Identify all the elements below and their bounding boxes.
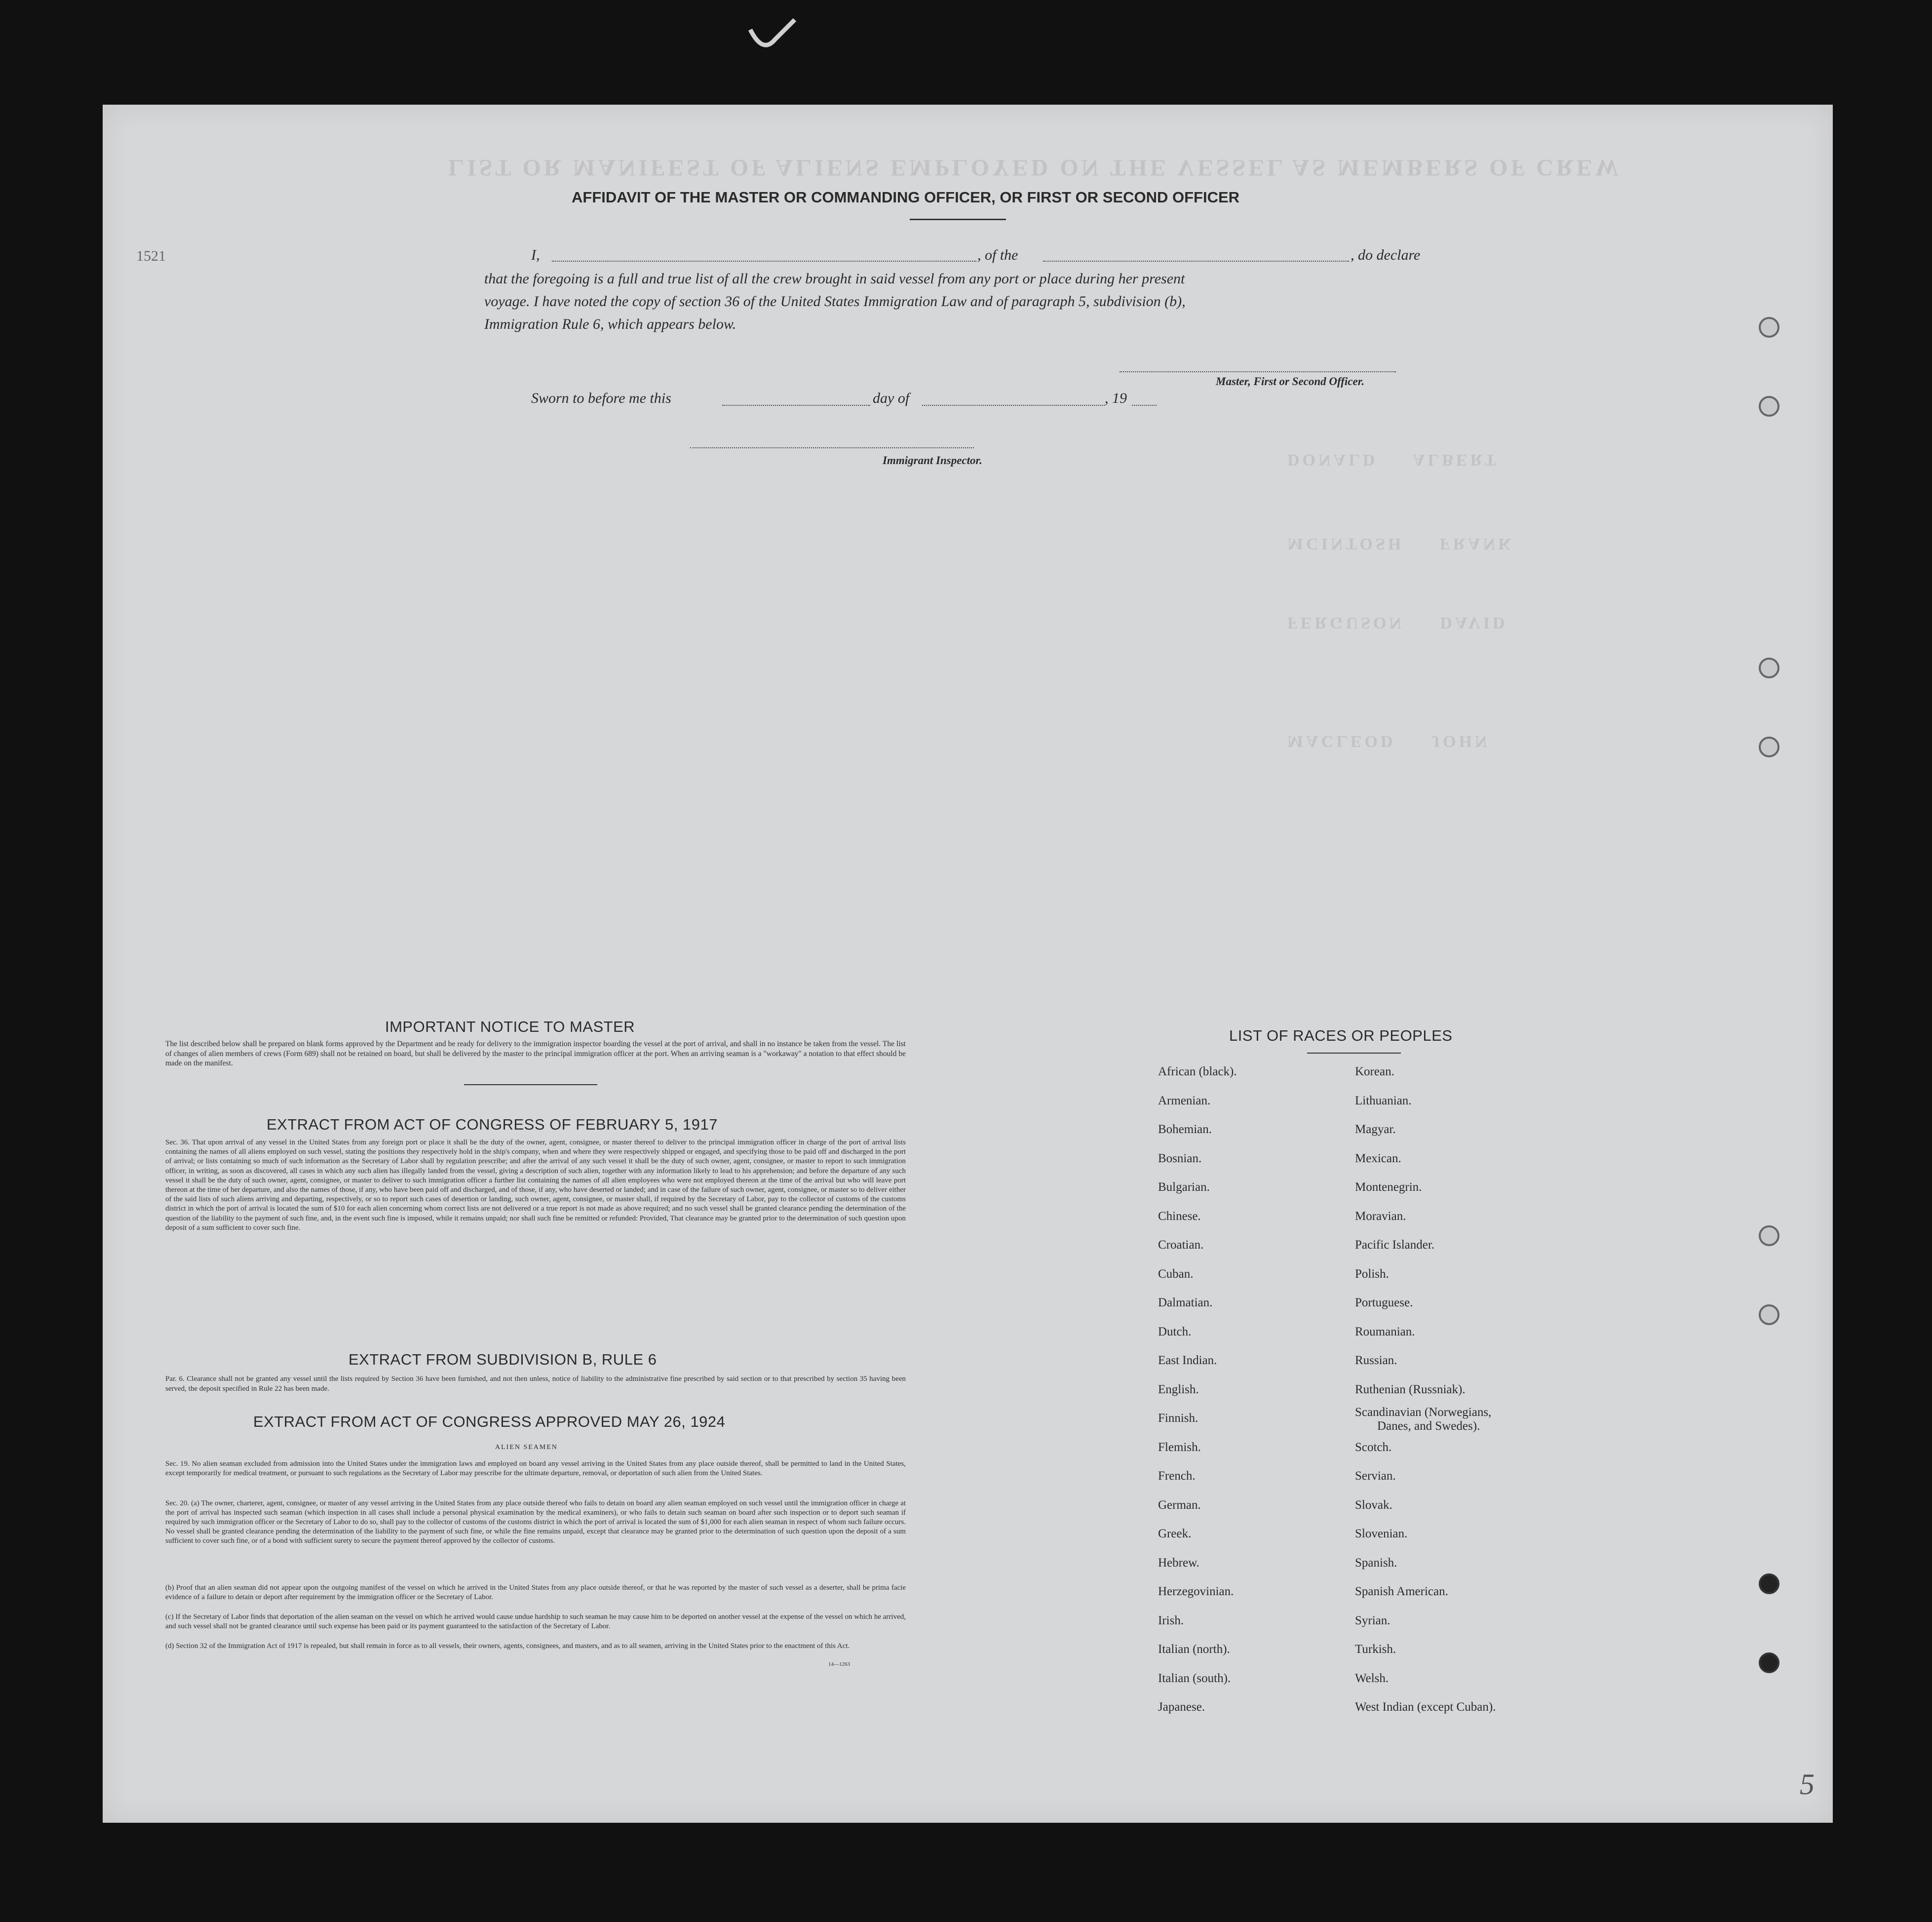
- bleed-through-row: MCINTOSH FRANK: [1287, 535, 1514, 553]
- race-item: Finnish.: [1158, 1412, 1198, 1425]
- race-item: English.: [1158, 1382, 1199, 1396]
- race-item: Italian (south).: [1158, 1671, 1231, 1685]
- race-item: Polish.: [1355, 1267, 1389, 1281]
- race-item: Turkish.: [1355, 1643, 1396, 1656]
- race-item: Scandinavian (Norwegians,: [1355, 1406, 1492, 1419]
- extract-1924-sec19: Sec. 19. No alien seaman excluded from admission into the United States under the immigration laws and employed on board any vessel arriving in the United States from any place outside thereof, shall be permitted to land in the United States, except temporarily for medical treatment, or pursuant to such regulations as the Secretary of Labor may prescribe for the ultimate departure, removal, or deportation of such alien from the United States.: [165, 1460, 906, 1477]
- race-item: Portuguese.: [1355, 1296, 1413, 1309]
- margin-note: 1521: [136, 248, 166, 264]
- sworn-label: Sworn to before me this: [531, 390, 671, 406]
- race-item: Japanese.: [1158, 1700, 1205, 1714]
- race-item: Greek.: [1158, 1527, 1192, 1540]
- race-item: Syrian.: [1355, 1613, 1391, 1627]
- race-item: Magyar.: [1355, 1123, 1396, 1136]
- race-item: African (black).: [1158, 1065, 1237, 1078]
- inspector-signature-label: Immigrant Inspector.: [883, 454, 982, 467]
- bleed-through-header: LIST OR MANIFEST OF ALIENS EMPLOYED ON THE VESSEL AS MEMBERS OF CREW: [448, 155, 1622, 181]
- name-field[interactable]: [552, 261, 976, 262]
- race-item: Ruthenian (Russniak).: [1355, 1382, 1466, 1396]
- vessel-field[interactable]: [1043, 261, 1349, 262]
- extract-1917-title: EXTRACT FROM ACT OF CONGRESS OF FEBRUARY 5, 1917: [267, 1116, 718, 1133]
- race-item: Slovenian.: [1355, 1527, 1408, 1540]
- extract-1917-text: Sec. 36. That upon arrival of any vessel in the United States from any foreign port or place it shall be the duty of the owner, agent, consignee, or master thereof to deliver to the principal immigration officer in charge of the port of arrival lists containing the names of all aliens employed on such vessel, stating the positions they respectively hold in the ship's company, when and where they were respectively shipped or engaged, and specifying those to be paid off and discharged in the port of arrival; or lists containing so much of such information as the Secretary of Labor shall by regulation prescribe; and after the arrival of any such vessel it shall be the duty of such owner, agent, consignee, or master to report to such immigration officer, in writing, as soon as discovered, all cases in which any such alien has illegally landed from the vessel, giving a description of such alien, together with any information likely to lead to his apprehension; and before the departure of any such vessel it shall be the duty of such owner, agent, consignee, or master to deliver to such immigration officer a further list containing the names of all alien employees who were not employed thereon at the time of the arrival but who will leave port thereon at the time of her departure, and also the names of those, if any, who have been paid off and discharged, and of those, if any, who have deserted or landed; and in case of the failure of such owner, agent, consignee, or master so to deliver either of the said lists of such aliens arriving and departing, respectively, or so to report such cases of desertion or landing, such owner, agent, consignee, or master shall, if required by the Secretary of Labor, pay to the collector of customs of the customs district in which the port of arrival is located the sum of $10 for each alien concerning whom correct lists are not delivered or a true report is not made as above required; and no such vessel shall be granted clearance pending the determination of the question of the liability to the payment of such fine, and, in the event such fine is imposed, while it remains unpaid; nor shall such fine be remitted or refunded: Provided, That clearance may be granted prior to the determination of such question upon deposit of a sum sufficient to cover such fine.: [165, 1138, 906, 1232]
- race-item: Danes, and Swedes).: [1377, 1419, 1480, 1433]
- master-signature-label: Master, First or Second Officer.: [1216, 375, 1365, 388]
- form-number: 14—1263: [828, 1661, 850, 1667]
- extract-rule6-title: EXTRACT FROM SUBDIVISION B, RULE 6: [348, 1351, 657, 1368]
- race-item: Hebrew.: [1158, 1556, 1199, 1569]
- race-item: Scotch.: [1355, 1440, 1392, 1454]
- binder-hole-icon: [1759, 317, 1779, 338]
- handwritten-mark: 5: [1800, 1768, 1815, 1801]
- race-item: Spanish.: [1355, 1556, 1397, 1569]
- race-item: Bulgarian.: [1158, 1180, 1210, 1194]
- notice-title: IMPORTANT NOTICE TO MASTER: [385, 1018, 635, 1035]
- race-item: Flemish.: [1158, 1440, 1201, 1454]
- extract-1924-subtitle: ALIEN SEAMEN: [495, 1444, 558, 1451]
- affidavit-title: AFFIDAVIT OF THE MASTER OR COMMANDING OFFICER, OR FIRST OR SECOND OFFICER: [572, 189, 1240, 206]
- inspector-signature-line[interactable]: [690, 447, 974, 448]
- race-item: Montenegrin.: [1355, 1180, 1422, 1194]
- race-item: Bohemian.: [1158, 1123, 1212, 1136]
- race-item: West Indian (except Cuban).: [1355, 1700, 1496, 1714]
- race-item: East Indian.: [1158, 1354, 1217, 1367]
- race-item: Roumanian.: [1355, 1325, 1415, 1338]
- race-item: Mexican.: [1355, 1151, 1401, 1165]
- race-item: Cuban.: [1158, 1267, 1194, 1281]
- affidavit-of-the: , of the: [977, 247, 1018, 263]
- bleed-through-row: FERGUSON DAVID: [1287, 614, 1508, 632]
- race-item: Korean.: [1355, 1065, 1394, 1078]
- race-item: German.: [1158, 1498, 1201, 1512]
- sworn-year-field[interactable]: [1132, 405, 1157, 406]
- race-item: Bosnian.: [1158, 1151, 1202, 1165]
- master-signature-line[interactable]: [1120, 371, 1396, 372]
- bleed-through-row: DONALD ALBERT: [1287, 451, 1499, 469]
- race-item: Chinese.: [1158, 1209, 1201, 1223]
- extract-rule6-text: Par. 6. Clearance shall not be granted any vessel until the lists required by Section 36 have been furnished, and not then unless, notice of liability to the administrative fine prescribed by said section or to that prescribed by section 35 having been served, the deposit specified in Rule 22 has been made.: [165, 1375, 906, 1393]
- document-page: [103, 105, 1833, 1823]
- race-item: Dutch.: [1158, 1325, 1192, 1338]
- sworn-day-field[interactable]: [722, 405, 870, 406]
- binder-hole-icon: [1759, 737, 1779, 757]
- affidavit-line-4: Immigration Rule 6, which appears below.: [484, 316, 736, 332]
- binder-hole-icon: [1759, 1225, 1779, 1246]
- binder-hole-icon: [1759, 1652, 1779, 1673]
- extract-1924-sec20b: (b) Proof that an alien seaman did not appear upon the outgoing manifest of the vessel on which he arrived in the United States from any place outside thereof, or that he was reported by the master of such vessel as a deserter, shall be prima facie evidence of a failure to detain or deport after requirement by the immigration officer or the Secretary of Labor.: [165, 1584, 906, 1601]
- race-item: Lithuanian.: [1355, 1094, 1412, 1107]
- race-item: Slovak.: [1355, 1498, 1392, 1512]
- bleed-through-row: MACLEOD JOHN: [1287, 732, 1490, 750]
- binder-hole-icon: [1759, 1573, 1779, 1594]
- affidavit-line-3: voyage. I have noted the copy of section 36 of the United States Immigration Law and of paragraph 5, subdivision (b),: [484, 293, 1186, 310]
- sworn-month-field[interactable]: [922, 405, 1105, 406]
- binder-hole-icon: [1759, 658, 1779, 678]
- day-of-label: day of: [873, 390, 910, 406]
- divider: [1307, 1053, 1401, 1054]
- divider: [464, 1084, 597, 1085]
- film-clip-icon: [740, 10, 810, 59]
- extract-1924-sec20c: (c) If the Secretary of Labor finds that deportation of the alien seaman on the vessel on which he arrived would cause undue hardship to such seaman he may cause him to be deported on another vessel at the expense of the vessel on which he arrived, and such vessel shall not be granted clearance until such expense has been paid or its payment guaranteed to the satisfaction of the Secretary of Labor.: [165, 1613, 906, 1630]
- race-item: Italian (north).: [1158, 1643, 1230, 1656]
- race-item: Spanish American.: [1355, 1585, 1448, 1598]
- race-item: Croatian.: [1158, 1238, 1204, 1252]
- affidavit-declare: , do declare: [1351, 247, 1421, 263]
- race-item: Servian.: [1355, 1469, 1396, 1483]
- binder-hole-icon: [1759, 396, 1779, 417]
- extract-1924-sec20d: (d) Section 32 of the Immigration Act of 1917 is repealed, but shall remain in force as to all vessels, their owners, agents, consignees, and masters, and as to all seamen, arriving in the United States prior to the enactment of this Act.: [165, 1642, 850, 1650]
- notice-text: The list described below shall be prepared on blank forms approved by the Department and be ready for delivery to the immigration inspector boarding the vessel at the port of arrival, and shall in no instance be taken from the vessel. The list of changes of alien members of crews (Form 689) shall not be retained on board, but shall be delivered by the master to the principal immigration officer at the port. When an arriving seaman is a "workaway" a notation to that effect should be made on the manifest.: [165, 1040, 906, 1067]
- race-item: Pacific Islander.: [1355, 1238, 1435, 1252]
- races-title: LIST OF RACES OR PEOPLES: [1229, 1027, 1453, 1044]
- race-item: Welsh.: [1355, 1671, 1389, 1685]
- race-item: Moravian.: [1355, 1209, 1406, 1223]
- extract-1924-title: EXTRACT FROM ACT OF CONGRESS APPROVED MAY 26, 1924: [253, 1413, 726, 1430]
- race-item: Dalmatian.: [1158, 1296, 1213, 1309]
- race-item: Russian.: [1355, 1354, 1397, 1367]
- race-item: French.: [1158, 1469, 1196, 1483]
- year-label: , 19: [1105, 390, 1127, 406]
- race-item: Irish.: [1158, 1613, 1184, 1627]
- race-item: Armenian.: [1158, 1094, 1211, 1107]
- binder-hole-icon: [1759, 1304, 1779, 1325]
- affidavit-i: I,: [531, 247, 540, 263]
- affidavit-line-2: that the foregoing is a full and true list of all the crew brought in said vessel from any port or place during her present: [484, 271, 1185, 287]
- extract-1924-sec20a: Sec. 20. (a) The owner, charterer, agent, consignee, or master of any vessel arriving in the United States from any place outside thereof who fails to detain on board any alien seaman employed on such vessel until the immigration officer in charge at the port of arrival has inspected such seaman (which inspection in all cases shall include a personal physical examination by the medical examiners), or who fails to detain such seaman on board after such inspection or to deport such seaman if required by such immigration officer or the Secretary of Labor to do so, shall pay to the collector of customs of the customs district in which the port of arrival is located the sum of $1,000 for each alien seaman in respect of whom such failure occurs. No vessel shall be granted clearance pending the determination of the liability to the payment of such fine, or while the fine remains unpaid, except that clearance may be granted prior to the determination of such question upon the deposit of a sum sufficient to cover such fine, or of a bond with sufficient surety to secure the payment thereof approved by the collector of customs.: [165, 1499, 906, 1545]
- race-item: Herzegovinian.: [1158, 1585, 1234, 1598]
- divider: [910, 219, 1006, 220]
